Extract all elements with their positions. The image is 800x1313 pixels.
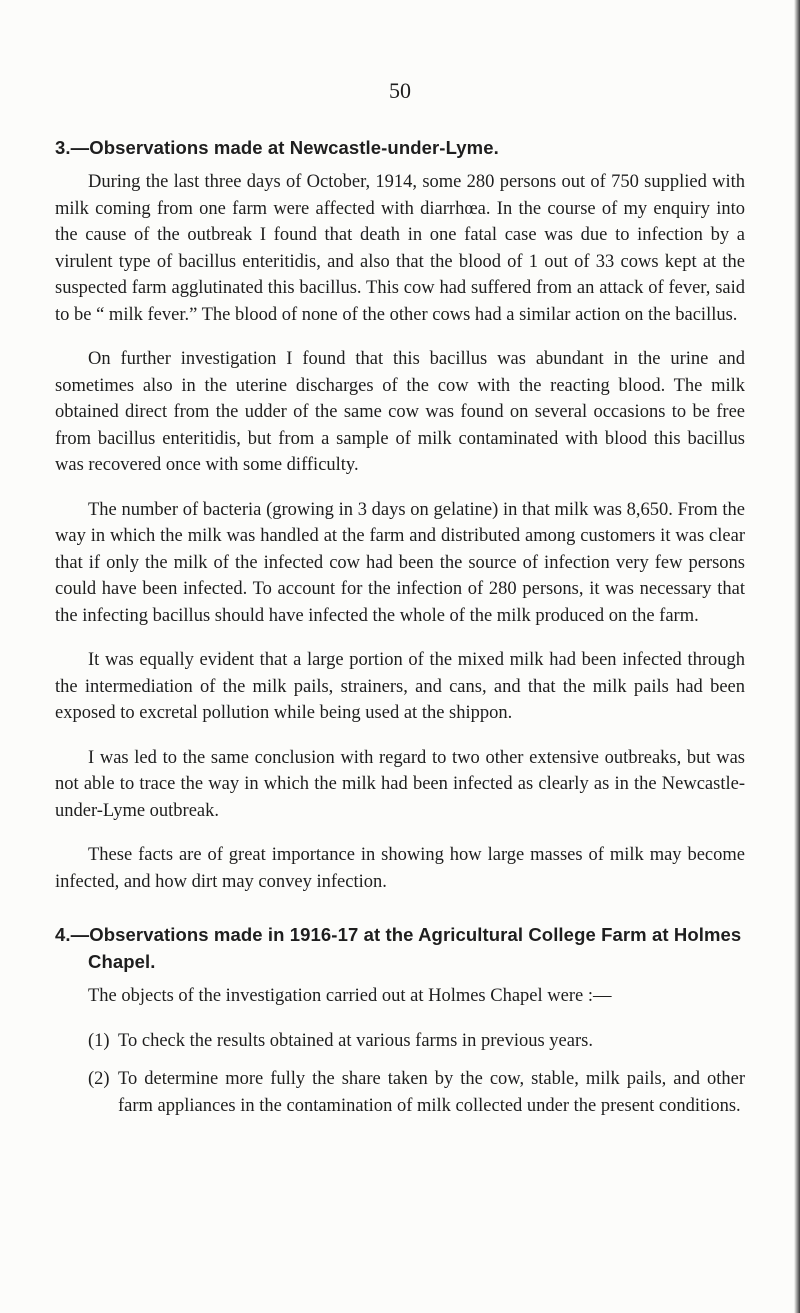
objective-text: To check the results obtained at various farms in previous years.: [118, 1030, 593, 1051]
objectives-list: [55, 1028, 745, 1120]
section-3-paragraph-2: On further investigation I found that this bacillus was abundant in the urine and sometimes also in the uterine discharges of the cow with the reacting blood. The milk obtained direct from the udder of the same cow was found on several occasions to be free from bacillus enteritidis, but from a sample of milk contaminated with blood this bacillus was recovered once with some difficulty.: [55, 349, 745, 475]
section-3-paragraph-4: It was equally evident that a large portion of the mixed milk had been infected through the intermediation of the milk pails, strainers, and cans, and that the milk pails had been exposed to excretal pollution while being used at the shippon.: [55, 650, 745, 723]
page-content: [55, 134, 745, 1131]
objective-number: (2): [88, 1069, 110, 1089]
section-4-intro: The objects of the investigation carried out at Holmes Chapel were :—: [88, 986, 612, 1006]
page-edge-shadow: [794, 0, 800, 1313]
page-number: 50: [389, 78, 411, 103]
section-3-paragraph-3: The number of bacteria (growing in 3 days on gelatine) in that milk was 8,650. From the way in which the milk was handled at the farm and distributed among customers it was clear that if only the milk of the infected cow had been the source of infection very few persons could have been infected. To account for the infection of 280 persons, it was necessary that the infecting bacillus should have infected the whole of the milk produced on the farm.: [55, 499, 745, 626]
section-3-paragraph-5: I was led to the same conclusion with regard to two other extensive outbreaks, but was not able to trace the way in which the milk had been infected as clearly as in the Newcastle-under-Lyme outbreak.: [55, 747, 745, 821]
section-3-paragraph-6: These facts are of great importance in showing how large masses of milk may become infected, and how dirt may convey infection.: [55, 845, 745, 892]
objective-text: To determine more fully the share taken by the cow, stable, milk pails, and other farm appliances in the contamination of milk collected under the present conditions.: [118, 1069, 745, 1116]
objective-number: (1): [88, 1030, 110, 1051]
objective-item-1: [55, 1028, 745, 1055]
section-3-heading: 3.—Observations made at Newcastle-under-Lyme.: [55, 137, 499, 158]
section-3-paragraph-1: During the last three days of October, 1914, some 280 persons out of 750 supplied with milk coming from one farm were affected with diarrhœa. In the course of my enquiry into the cause of the outbreak I found that death in one fatal case was due to infection by a virulent type of bacillus enteritidis, and also that the blood of 1 out of 33 cows kept at the suspected farm agglutinated this bacillus. This cow had suffered from an attack of fever, said to be “ milk fever.” The blood of none of the other cows had a similar action on the bacillus.: [55, 172, 745, 325]
objective-item-2: [55, 1066, 745, 1119]
section-4-heading: 4.—Observations made in 1916-17 at the Agricultural College Farm at Holmes Chapel.: [55, 924, 742, 972]
